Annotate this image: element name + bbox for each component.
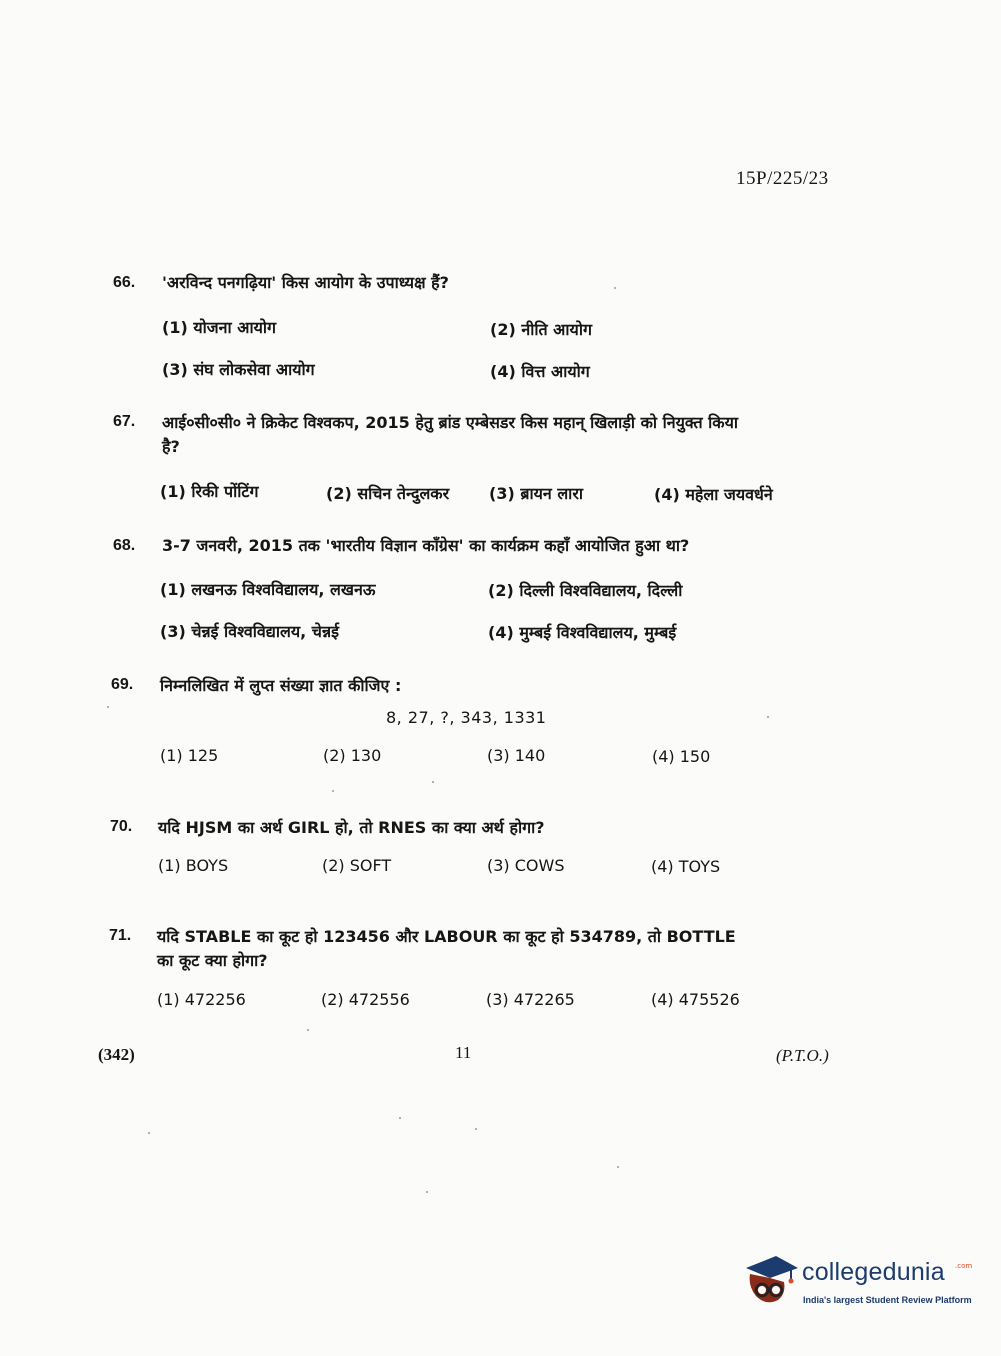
page-number: 11	[455, 1043, 472, 1062]
option-70-3: (3) COWS	[487, 856, 565, 875]
option-69-1: (1) 125	[160, 746, 219, 765]
question-text-67-line2: है?	[162, 437, 180, 456]
option-68-3: (3) चेन्नई विश्वविद्यालय, चेन्नई	[160, 622, 339, 641]
mascot-icon	[742, 1252, 800, 1310]
question-number-66: 66.	[113, 274, 136, 291]
question-number-70: 70.	[110, 818, 133, 835]
option-68-4: (4) मुम्बई विश्वविद्यालय, मुम्बई	[488, 623, 677, 642]
option-70-4: (4) TOYS	[651, 857, 721, 876]
option-71-3: (3) 472265	[486, 990, 575, 1009]
question-text-70: यदि HJSM का अर्थ GIRL हो, तो RNES का क्या अर्थ होगा?	[158, 818, 545, 837]
option-68-2: (2) दिल्ली विश्वविद्यालय, दिल्ली	[488, 581, 683, 600]
question-text-69: निम्नलिखित में लुप्त संख्या ज्ञात कीजिए :	[160, 676, 402, 695]
option-66-4: (4) वित्त आयोग	[490, 362, 590, 381]
question-text-66: 'अरविन्द पनगढ़िया' किस आयोग के उपाध्यक्ष हैं?	[162, 273, 449, 292]
question-number-67: 67.	[113, 413, 136, 430]
option-71-2: (2) 472556	[321, 990, 410, 1009]
question-text-67-line1: आई०सी०सी० ने क्रिकेट विश्वकप, 2015 हेतु ब्रांड एम्बेसडर किस महान् खिलाड़ी को नियुक्त किया	[162, 413, 739, 432]
option-68-1: (1) लखनऊ विश्वविद्यालय, लखनऊ	[160, 580, 376, 599]
option-67-1: (1) रिकी पोंटिंग	[160, 482, 259, 501]
option-71-4: (4) 475526	[651, 990, 740, 1009]
option-67-2: (2) सचिन तेन्दुलकर	[326, 484, 450, 503]
option-67-4: (4) महेला जयवर्धने	[654, 485, 773, 504]
paper-code: 15P/225/23	[736, 168, 829, 189]
question-number-68: 68.	[113, 537, 136, 554]
option-70-2: (2) SOFT	[322, 856, 392, 875]
option-71-1: (1) 472256	[157, 990, 246, 1009]
option-69-2: (2) 130	[323, 746, 382, 765]
option-66-2: (2) नीति आयोग	[490, 320, 592, 339]
option-66-1: (1) योजना आयोग	[162, 318, 277, 337]
pto-label: (P.T.O.)	[776, 1046, 829, 1065]
logo-domain: .com	[955, 1262, 973, 1270]
logo-wordmark: collegedunia	[802, 1258, 945, 1286]
option-69-4: (4) 150	[652, 747, 711, 766]
question-text-71-line2: का कूट क्या होगा?	[157, 951, 268, 970]
option-67-3: (3) ब्रायन लारा	[489, 484, 584, 503]
option-69-3: (3) 140	[487, 746, 546, 765]
logo-tagline: India's largest Student Review Platform	[803, 1295, 972, 1305]
number-sequence: 8, 27, ?, 343, 1331	[386, 708, 547, 727]
footer-code: (342)	[98, 1045, 135, 1064]
question-number-71: 71.	[109, 927, 132, 944]
question-number-69: 69.	[111, 676, 134, 693]
option-66-3: (3) संघ लोकसेवा आयोग	[162, 360, 315, 379]
question-text-68: 3-7 जनवरी, 2015 तक 'भारतीय विज्ञान काँग्रेस' का कार्यक्रम कहाँ आयोजित हुआ था?	[162, 536, 690, 555]
collegedunia-logo	[742, 1248, 972, 1314]
option-70-1: (1) BOYS	[158, 856, 229, 875]
question-text-71-line1: यदि STABLE का कूट हो 123456 और LABOUR का कूट हो 534789, तो BOTTLE	[157, 927, 736, 946]
